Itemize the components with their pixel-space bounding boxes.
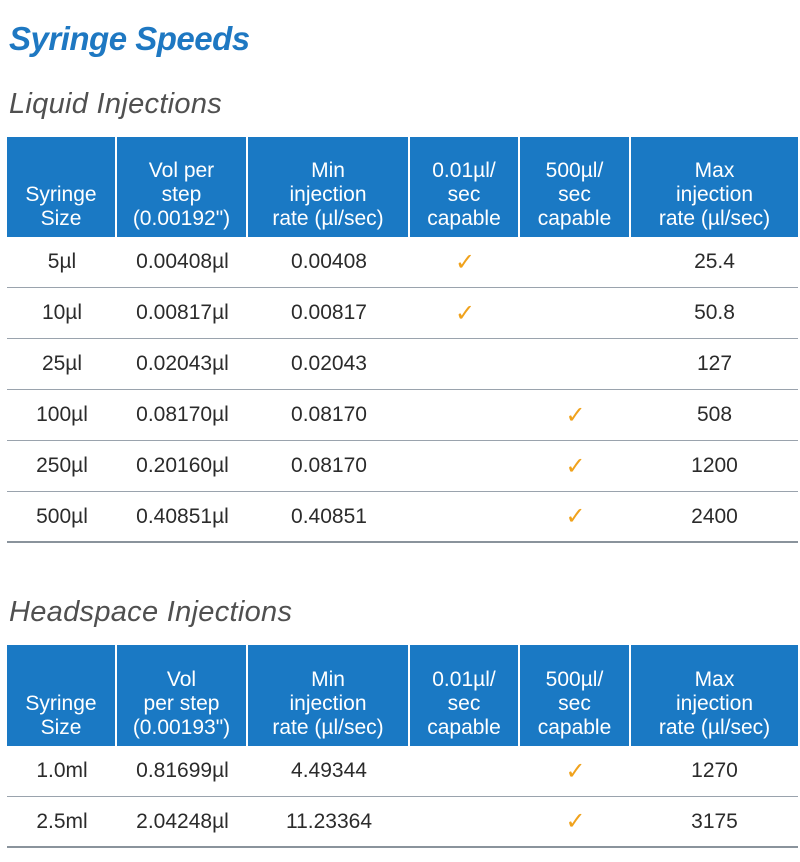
column-header-line: Syringe — [25, 692, 97, 715]
table-cell — [410, 441, 520, 492]
column-header-line: Size — [40, 207, 82, 230]
table-cell — [410, 339, 520, 390]
column-header-line: injection — [675, 692, 754, 715]
checkmark-icon: ✓ — [410, 237, 520, 288]
table-cell: 1200 — [631, 441, 798, 492]
table-cell — [410, 390, 520, 441]
table-cell: 100µl — [7, 390, 117, 441]
table-row — [7, 797, 798, 848]
column-header-line: sec — [447, 692, 481, 715]
checkmark-icon: ✓ — [410, 288, 520, 339]
checkmark-icon: ✓ — [520, 441, 631, 492]
table-cell — [410, 797, 520, 848]
checkmark-icon: ✓ — [520, 390, 631, 441]
table-cell: 508 — [631, 390, 798, 441]
column-header-line: 0.01µl/ — [432, 668, 496, 691]
column-header-line: rate (µl/sec) — [272, 207, 384, 230]
checkmark-icon: ✓ — [520, 797, 631, 848]
column-header-line: capable — [537, 716, 612, 739]
column-header-line: Vol per — [148, 159, 215, 182]
column-header — [520, 137, 631, 237]
table-cell — [520, 237, 631, 288]
table-row — [7, 237, 798, 288]
table-cell: 2.04248µl — [117, 797, 248, 848]
table-row — [7, 339, 798, 390]
table-cell: 0.02043 — [248, 339, 410, 390]
table-cell: 0.00408µl — [117, 237, 248, 288]
table-cell: 2400 — [631, 492, 798, 543]
table-cell — [520, 339, 631, 390]
table-cell — [410, 746, 520, 797]
table-header-row — [7, 645, 798, 746]
table-cell: 0.02043µl — [117, 339, 248, 390]
column-header-line: Min — [311, 159, 345, 182]
table-cell: 0.40851µl — [117, 492, 248, 543]
table-cell: 0.08170 — [248, 441, 410, 492]
column-header-line: Syringe — [25, 183, 97, 206]
column-header — [117, 645, 248, 746]
column-header — [631, 137, 798, 237]
table-cell — [520, 288, 631, 339]
column-header-line: sec — [447, 183, 481, 206]
table-cell: 25µl — [7, 339, 117, 390]
table-row — [7, 746, 798, 797]
table-cell: 0.08170 — [248, 390, 410, 441]
column-header — [248, 137, 410, 237]
column-header-line: capable — [537, 207, 612, 230]
headspace-injections-heading: Headspace Injections — [9, 596, 293, 628]
column-header — [410, 137, 520, 237]
table-cell: 2.5ml — [7, 797, 117, 848]
table-cell: 250µl — [7, 441, 117, 492]
column-header — [410, 645, 520, 746]
table-cell: 4.49344 — [248, 746, 410, 797]
table-cell: 0.08170µl — [117, 390, 248, 441]
table-cell: 25.4 — [631, 237, 798, 288]
column-header-line: injection — [675, 183, 754, 206]
column-header-line: rate (µl/sec) — [272, 716, 384, 739]
table-cell: 1270 — [631, 746, 798, 797]
table-cell: 3175 — [631, 797, 798, 848]
table-header-row — [7, 137, 798, 237]
checkmark-icon: ✓ — [520, 492, 631, 543]
column-header-line: Max — [694, 668, 735, 691]
column-header — [631, 645, 798, 746]
table-cell: 11.23364 — [248, 797, 410, 848]
column-header — [117, 137, 248, 237]
column-header-line: sec — [558, 183, 591, 206]
column-header-line: capable — [427, 207, 501, 230]
liquid-injections-table — [7, 137, 798, 543]
page-title: Syringe Speeds — [9, 20, 250, 57]
column-header-line: Size — [40, 716, 82, 739]
table-cell: 1.0ml — [7, 746, 117, 797]
table-cell: 0.00408 — [248, 237, 410, 288]
table-cell: 500µl — [7, 492, 117, 543]
column-header-line: injection — [289, 183, 367, 206]
column-header-line: 0.01µl/ — [432, 159, 496, 182]
headspace-injections-table — [7, 645, 798, 848]
column-header-line: per step — [143, 692, 220, 715]
column-header-line: Max — [694, 159, 735, 182]
column-header-line: (0.00192") — [132, 207, 231, 230]
table-cell: 10µl — [7, 288, 117, 339]
column-header-line: rate (µl/sec) — [658, 716, 771, 739]
column-header — [7, 137, 117, 237]
column-header-line: (0.00193") — [132, 716, 231, 739]
column-header-line: capable — [427, 716, 501, 739]
column-header-line: sec — [558, 692, 591, 715]
table-cell: 0.40851 — [248, 492, 410, 543]
column-header-line: Vol — [166, 668, 197, 691]
column-header-line: Min — [311, 668, 345, 691]
table-cell: 127 — [631, 339, 798, 390]
table-row — [7, 441, 798, 492]
column-header-line: step — [161, 183, 202, 206]
column-header — [248, 645, 410, 746]
table-cell: 5µl — [7, 237, 117, 288]
column-header-line: 500µl/ — [545, 159, 604, 182]
table-row — [7, 492, 798, 543]
table-row — [7, 288, 798, 339]
column-header-line: 500µl/ — [545, 668, 604, 691]
table-cell — [410, 492, 520, 543]
table-cell: 50.8 — [631, 288, 798, 339]
liquid-injections-heading: Liquid Injections — [9, 88, 223, 120]
column-header-line: rate (µl/sec) — [658, 207, 771, 230]
table-cell: 0.00817 — [248, 288, 410, 339]
column-header — [7, 645, 117, 746]
table-cell: 0.81699µl — [117, 746, 248, 797]
checkmark-icon: ✓ — [520, 746, 631, 797]
table-row — [7, 390, 798, 441]
table-cell: 0.00817µl — [117, 288, 248, 339]
column-header — [520, 645, 631, 746]
table-cell: 0.20160µl — [117, 441, 248, 492]
column-header-line: injection — [289, 692, 367, 715]
